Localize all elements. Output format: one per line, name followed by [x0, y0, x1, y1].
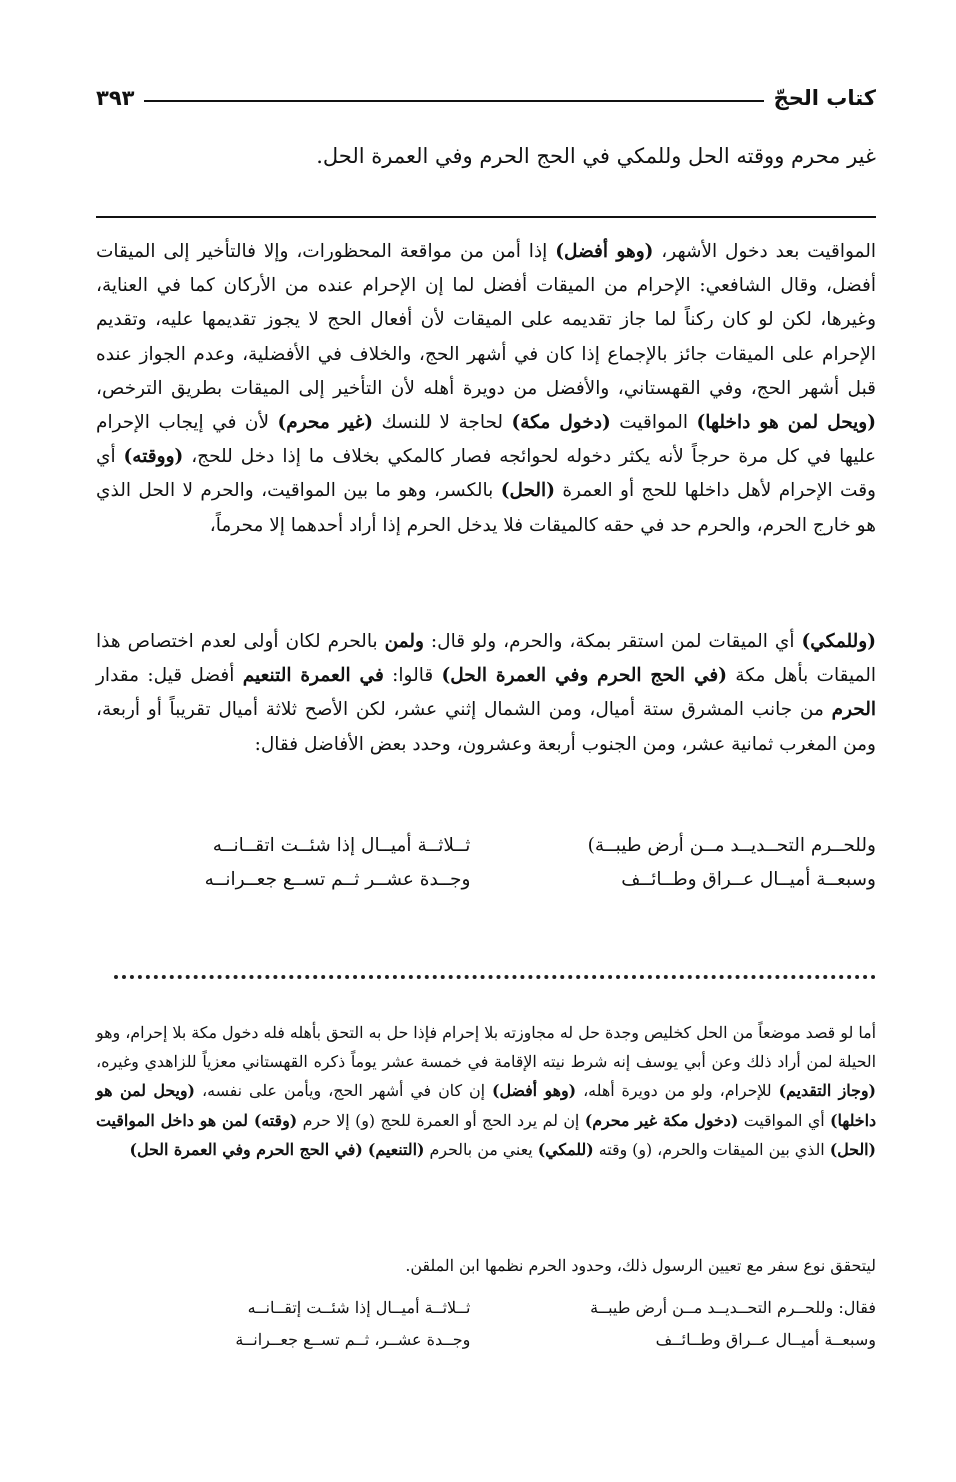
commentary-text: بالكسر، وهو ما بين المواقيت، والحرم لا الحل الذي هو خارج الحرم، والحرم حد في حقه كالميقات فلا يدخل الحرم إذا أراد أحدهما إلا محرماً، [96, 480, 876, 536]
commentary-quote: (وللمكي) [801, 631, 876, 652]
footnote-text: الذي بين الميقات والحرم، (و) وقته [593, 1139, 830, 1159]
poem-verse [96, 829, 876, 897]
footnote-quote: (في الحج الحرم وفي العمرة الحل) [129, 1139, 363, 1159]
commentary-text: المواقيت [610, 412, 697, 434]
commentary-quote: (ويحل لمن هو داخلها) [696, 412, 876, 434]
verse-second-hemistich: ثــلاثــة أميــال إذا شئــت إتقــانــه [247, 1298, 471, 1317]
commentary-text: إذا أمن من مواقعة المحظورات، وإلا فالتأخير إلى الميقات أفضل، وقال الشافعي: الإحرام من الميقات أفضل لما إن الإحرام عنده من الأركان كما في العناية، وغيرها، لكن لو كان ركناً لما جاز تقديمه على الميقات لأن أفعال الحج لا يجوز تقديمها عليه، وتقديم الإحرام على الميقات جائز بالإجماع إذا كان في أشهر الحج، والخلاف في الأفضلية، وعدم الجواز عنده قبل أشهر الحج، وفي القهستاني، والأفضل من دويرة أهله لأن التأخير إلى الميقات بطريق الترخص، [96, 241, 876, 399]
footnote-verse-line-1 [96, 1292, 876, 1324]
footnote-quote: (وقته) لمن هو داخل المواقيت (الحل) [96, 1110, 876, 1159]
footnote-text: إن لم يرد الحج أو العمرة للحج (و) إلا حرم [297, 1110, 585, 1130]
commentary-text: المواقيت بعد دخول الأشهر، [653, 241, 876, 262]
verse-first-hemistich: فقال: وللحــرم التحــديــد مــن أرض طيبــة [590, 1298, 876, 1317]
commentary-quote: (دخول مكة) [511, 412, 611, 434]
commentary-text: من جانب المشرق ستة أميال، ومن الشمال إثني عشر، لكن الأصح ثلاثة أميال تقريباً أو أربعة، ومن المغرب ثمانية عشر، ومن الجنوب أربعة وعشرون، وحدد بعض الأفاضل فقال: [96, 699, 876, 755]
commentary-quote: (غير محرم) [277, 412, 374, 434]
main-text-divider [96, 216, 876, 218]
commentary-text: لأن في إيجاب الإحرام عليها في كل مرة حرجاً لأنه يكثر دخوله لحوائجه فصار كالمكي بخلاف ما إذا دخل للحج، [96, 412, 876, 468]
commentary-text: لحاجة لا للنسك [373, 412, 512, 434]
footnote-quote: (التنعيم) [367, 1139, 425, 1159]
verse-second-hemistich: ثــلاثــة أميــال إذا شئــت اتقــانــه [212, 835, 471, 856]
verse-first-hemistich: وسبعــة أميــال عــراق وطــائــف [621, 869, 876, 890]
footnote-verse-line-2 [96, 1324, 876, 1356]
verse-line-1 [96, 829, 876, 863]
verse-second-hemistich: وجــدة عشــر، ثــم تســع جعــرانــة [235, 1330, 471, 1349]
commentary-paragraph-2 [96, 625, 876, 762]
verse-line-2 [96, 863, 876, 897]
footnote-text: أما لو قصد موضعاً من الحل كخليص وجدة حل له مجاوزته بلا إحرام فإذا حل به التحق بأهله فله دخول مكة بلا إحرام، وهو الحيلة لمن أراد ذلك وعن أبي يوسف إنه شرط نيته الإقامة في خمسة عشر يوماً ذكره القهستاني معزياً للزاهدي وغيره، [96, 1023, 876, 1072]
footnote-paragraph-1 [96, 1018, 876, 1164]
commentary-text: أي وقت الإحرام لأهل داخلها للحج أو العمرة [96, 446, 876, 502]
verse-first-hemistich: وللحــرم التحــديــد مــن أرض طيبــة) [587, 835, 876, 856]
header-title: كتاب الحجّ [773, 86, 876, 110]
commentary-quote: الحرم [831, 699, 876, 721]
commentary-text: أفضل قيل: مقدار [96, 665, 243, 687]
footnote-text: أي المواقيت [738, 1110, 830, 1130]
commentary-quote: ولمن [384, 631, 424, 652]
footnote-quote: (دخول مكة غير محرم) [584, 1110, 739, 1130]
footnote-paragraph-2 [96, 1251, 876, 1280]
footnote-poem-verse [96, 1292, 876, 1356]
commentary-paragraph-1 [96, 235, 876, 543]
footnote-dotted-separator [114, 975, 876, 989]
commentary-text: قالوا: [383, 665, 442, 687]
commentary-text: أي الميقات لمن استقر بمكة، والحرم، ولو قال: [423, 631, 802, 652]
footnote-text: إن كان في أشهر الحج، ويأمن على نفسه، [195, 1081, 492, 1101]
footnote-quote: (وهو أفضل) [491, 1081, 577, 1101]
verse-second-hemistich: وجــدة عشــر ثــم تســع جعــرانــه [204, 869, 471, 890]
commentary-quote: في العمرة التنعيم [242, 665, 384, 687]
header-rule [144, 100, 763, 102]
commentary-text: بالحرم لكان أولى لعدم اختصاص هذا الميقات بأهل مكة [96, 631, 877, 687]
footnote-text: يعني من بالحرم [424, 1139, 538, 1159]
footnote-quote: (وجاز التقديم) [778, 1081, 876, 1101]
main-text: غير محرم ووقته الحل وللمكي في الحج الحرم وفي العمرة الحل. [316, 144, 876, 168]
running-header [96, 80, 876, 116]
footnote-quote: (للمكي) [537, 1139, 594, 1159]
commentary-quote: (ووقته) [123, 446, 184, 468]
footnote-text: للإحرام، ولو من دويرة أهله، [576, 1081, 779, 1101]
footnote-text: ليتحقق نوع سفر مع تعيين الرسول ذلك، وحدود الحرم نظمها ابن الملقن. [405, 1256, 876, 1275]
commentary-quote: (الحل) [500, 480, 555, 502]
commentary-quote: (في الحج الحرم وفي العمرة الحل) [441, 665, 727, 687]
verse-first-hemistich: وسبعــة أميــال عــراق وطــائــف [655, 1330, 876, 1349]
footnote-quote: (ويحل لمن هو داخلها) [96, 1081, 876, 1130]
page-number: ٣٩٣ [96, 86, 135, 110]
commentary-quote: (وهو أفضل) [555, 241, 654, 262]
